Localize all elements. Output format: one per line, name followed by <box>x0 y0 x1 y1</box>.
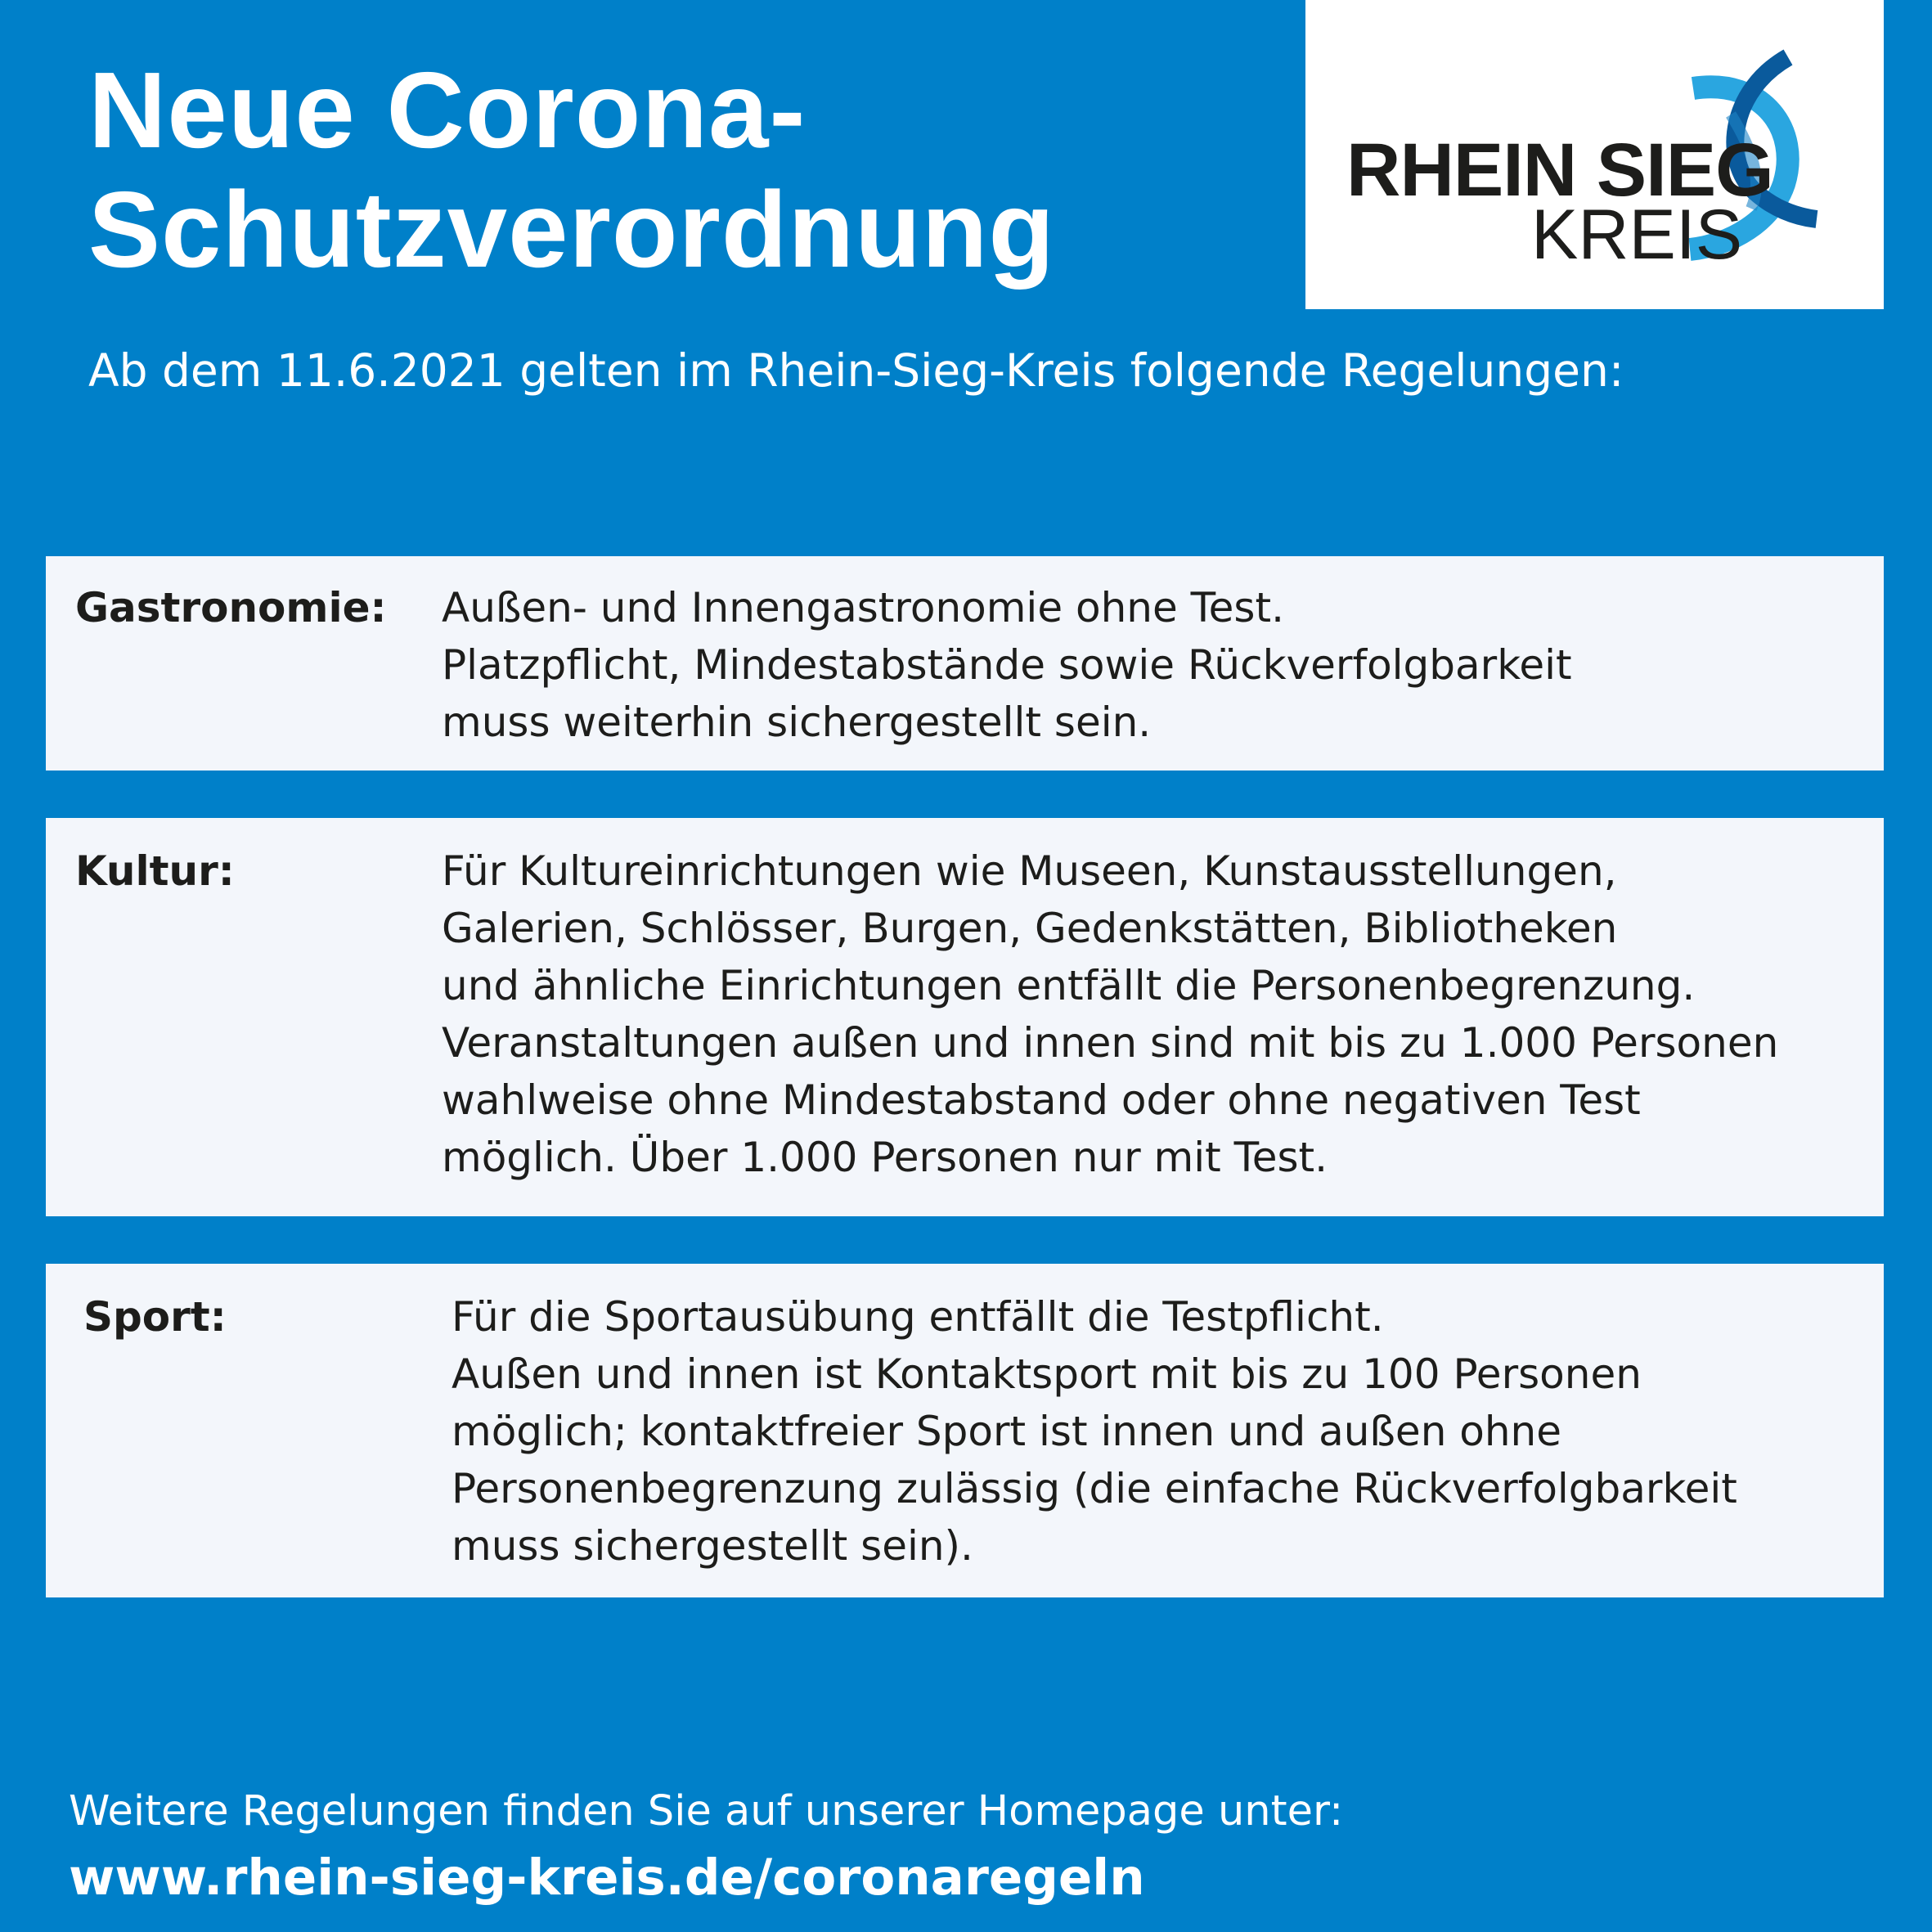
section-text-line: möglich; kontaktfreier Sport ist innen und außen ohne <box>452 1408 1562 1455</box>
section-text-line: und ähnliche Einrichtungen entfällt die Personenbegrenzung. <box>442 962 1696 1009</box>
homepage-link[interactable]: www.rhein-sieg-kreis.de/coronaregeln <box>69 1849 1145 1907</box>
section-label: Gastronomie: <box>75 584 387 631</box>
section-text-line: Galerien, Schlösser, Burgen, Gedenkstätten, Bibliotheken <box>442 905 1618 952</box>
section-text <box>442 842 1778 1186</box>
section-text-line: Für die Sportausübung entfällt die Testpflicht. <box>452 1293 1384 1341</box>
page-title <box>88 51 1274 290</box>
section-text-line: wahlweise ohne Mindestabstand oder ohne negativen Test <box>442 1076 1641 1124</box>
section-text-line: Platzpflicht, Mindestabstände sowie Rückverfolgbarkeit <box>442 641 1572 689</box>
section-text-line: muss sichergestellt sein). <box>452 1522 973 1570</box>
page-subtitle: Ab dem 11.6.2021 gelten im Rhein-Sieg-Kreis folgende Regelungen: <box>88 344 1624 397</box>
section-kultur <box>46 818 1884 1216</box>
section-text-line: möglich. Über 1.000 Personen nur mit Test. <box>442 1134 1328 1181</box>
section-text-line: Personenbegrenzung zulässig (die einfache Rückverfolgbarkeit <box>452 1465 1737 1512</box>
page-title-line-1: Neue Corona- <box>88 50 806 170</box>
footer-text: Weitere Regelungen finden Sie auf unserer Homepage unter: <box>69 1787 1344 1835</box>
section-text <box>442 579 1572 751</box>
section-text-line: Für Kultureinrichtungen wie Museen, Kunstausstellungen, <box>442 847 1617 895</box>
logo <box>1305 0 1884 309</box>
page-title-line-2: Schutzverordnung <box>88 169 1056 290</box>
logo-text-line-1: RHEIN SIEG <box>1346 128 1773 212</box>
section-text-line: Veranstaltungen außen und innen sind mit bis zu 1.000 Personen <box>442 1019 1779 1067</box>
section-label: Kultur: <box>75 847 235 895</box>
section-gastronomie <box>46 556 1884 771</box>
section-text-line: Außen- und Innengastronomie ohne Test. <box>442 584 1284 631</box>
section-sport <box>46 1264 1884 1597</box>
section-label: Sport: <box>83 1293 227 1341</box>
section-text-line: muss weiterhin sichergestellt sein. <box>442 699 1152 746</box>
logo-text-line-2: KREIS <box>1531 195 1743 274</box>
section-text <box>452 1288 1737 1575</box>
section-text-line: Außen und innen ist Kontaktsport mit bis zu 100 Personen <box>452 1350 1642 1398</box>
